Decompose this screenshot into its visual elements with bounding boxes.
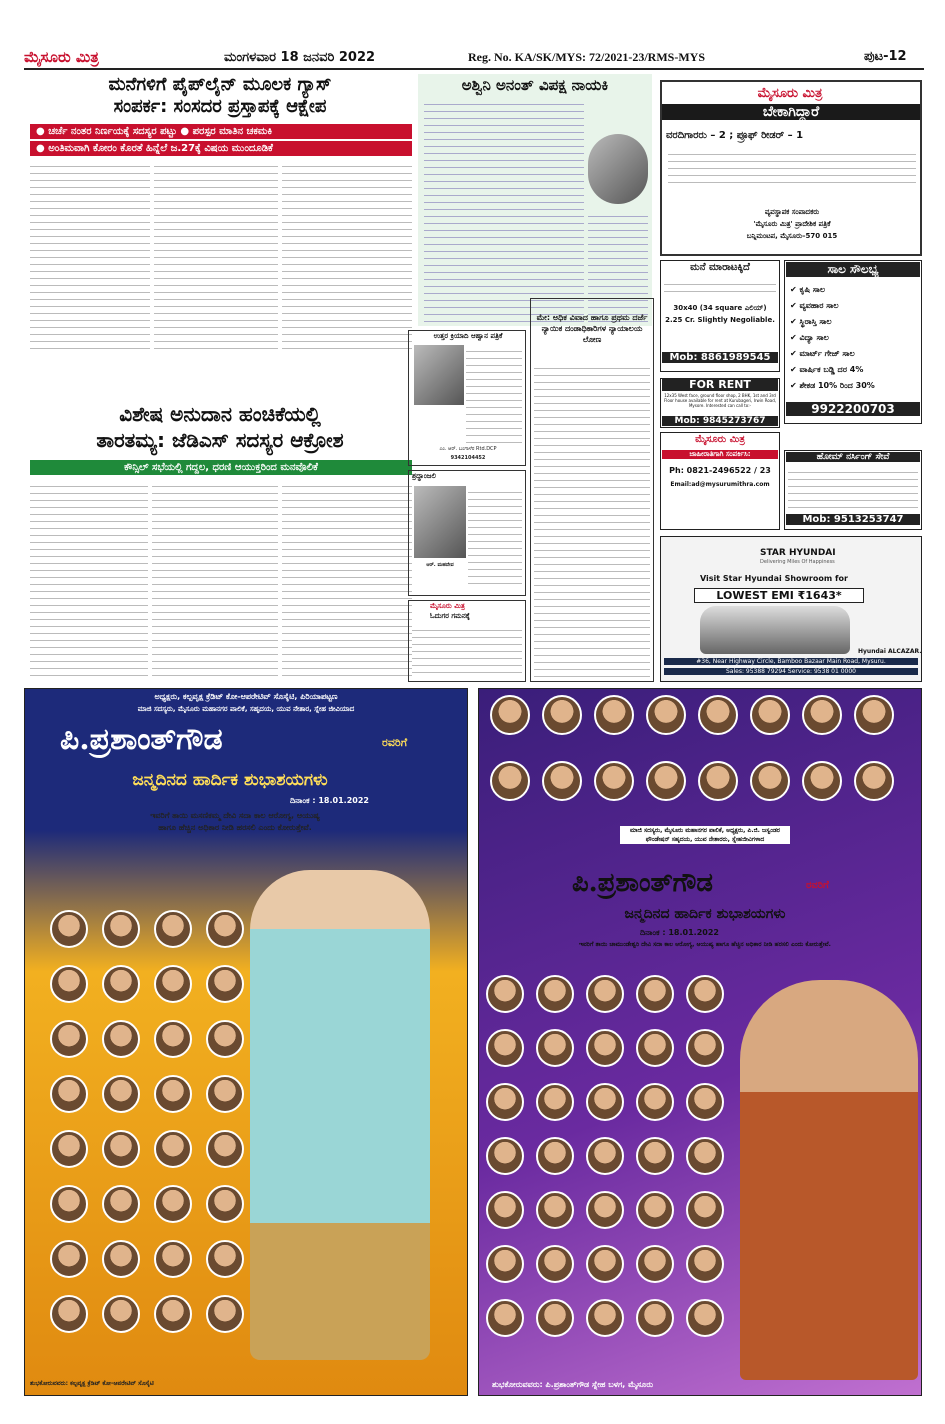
- person-photo: [586, 1137, 624, 1175]
- person-photo: [636, 1137, 674, 1175]
- person-photo: [50, 1020, 88, 1058]
- person-photo: [206, 1295, 244, 1333]
- person-photo: [50, 1240, 88, 1278]
- person-photo: [536, 1029, 574, 1067]
- story3-column-3: [282, 480, 412, 676]
- obit1-title: ಉತ್ತರ ಕ್ರಿಯಾದಿ ಆಹ್ವಾನ ಪತ್ರಿಕೆ: [433, 332, 503, 340]
- person-photo: [102, 1020, 140, 1058]
- bday2-wish: ಜನ್ಮದಿನದ ಹಾರ್ದಿಕ ಶುಭಾಶಯಗಳು: [624, 906, 786, 922]
- person-photo: [646, 761, 686, 801]
- person-photo: [206, 965, 244, 1003]
- obit1-name: ಎಂ. ಆರ್. ಬಂಗಾಳೆರ Rtd.DCP: [439, 446, 497, 452]
- bday1-suffix: ರವರಿಗೆ: [382, 736, 408, 749]
- bday2-name: ಪಿ.ಪ್ರಶಾಂತ್‌ಗೌಡ: [572, 868, 713, 898]
- person-photo: [486, 1137, 524, 1175]
- nursing-text: [788, 466, 918, 510]
- person-photo: [102, 1075, 140, 1113]
- person-photo: [536, 1137, 574, 1175]
- sale-phone: Mob: 8861989545: [662, 352, 778, 363]
- person-photo: [854, 695, 894, 735]
- loan-item: ✔ ವಿದ್ಯಾ ಸಾಲ: [790, 333, 829, 342]
- person-photo: [206, 1240, 244, 1278]
- sale-price: 2.25 Cr. Slightly Negoliable.: [665, 316, 775, 324]
- wanted-addr-3: ಬನ್ನಿಮಂಟಪ, ಮೈಸೂರು–570 015: [746, 232, 838, 240]
- story1-headline-2: ಸಂಪರ್ಕ: ಸಂಸದರ ಪ್ರಸ್ತಾಪಕ್ಕೆ ಆಕ್ಷೇಪ: [113, 96, 327, 117]
- person-photo: [686, 975, 724, 1013]
- person-photo: [102, 1185, 140, 1223]
- mitra-sub: ಜಾಹೀರಾತಿಗಾಗಿ ಸಂಪರ್ಕಿಸಿ:: [662, 450, 778, 459]
- bday1-wish: ಜನ್ಮದಿನದ ಹಾರ್ದಿಕ ಶುಭಾಶಯಗಳು: [132, 770, 328, 790]
- person-photo: [636, 1299, 674, 1337]
- obit2-name: ಆರ್. ಮಹದೇವ: [426, 562, 454, 568]
- person-photo: [154, 1185, 192, 1223]
- loan-item: ✔ ಶೇಕಡ 10% ರಿಂದ 30%: [790, 381, 875, 390]
- mitra-logo: ಮೈಸೂರು ಮಿತ್ರ: [695, 434, 745, 445]
- person-photo: [586, 1029, 624, 1067]
- bday1-date: ದಿನಾಂಕ : 18.01.2022: [290, 796, 369, 805]
- story3-sub: ಕೌನ್ಸಿಲ್ ಸಭೆಯಲ್ಲಿ ಗದ್ದಲ, ಧರಣಿ ಆಯುಕ್ತರಿಂದ ಮನವೊಲಿಕೆ: [30, 460, 412, 475]
- masthead-date: ಮಂಗಳವಾರ 18 ಜನವರಿ 2022: [224, 50, 376, 65]
- person-photo: [102, 1130, 140, 1168]
- wanted-head: ಬೇಕಾಗಿದ್ದಾರೆ: [662, 104, 920, 120]
- loan-item: ✔ ಮಾರ್ಟ್ ಗೇಜ್ ಸಾಲ: [790, 349, 855, 358]
- bday2-portrait: [740, 980, 918, 1380]
- person-photo: [686, 1191, 724, 1229]
- person-photo: [750, 761, 790, 801]
- person-photo: [750, 695, 790, 735]
- person-photo: [490, 695, 530, 735]
- gaman-head: ಓದುಗರ ಗಮನಕ್ಕೆ: [430, 612, 470, 620]
- hyundai-visit: Visit Star Hyundai Showroom for: [700, 574, 848, 583]
- hyundai-addr: #36, Near Highway Circle, Bamboo Bazaar Main Road, Mysuru.: [664, 658, 918, 665]
- person-photo: [686, 1137, 724, 1175]
- person-photo: [586, 1083, 624, 1121]
- page-number: ಪುಟ-12: [864, 49, 907, 64]
- mitra-ph: Ph: 0821-2496522 / 23: [669, 466, 771, 475]
- wanted-addr-2: 'ಮೈಸೂರು ಮಿತ್ರ' ಪ್ರಾದೇಶಿಕ ಪತ್ರಿಕೆ: [753, 220, 831, 228]
- person-photo: [698, 761, 738, 801]
- wanted-line: ವರದಿಗಾರರು – 2 ; ಪ್ರೂಫ್ ರೀಡರ್ – 1: [666, 130, 804, 141]
- hyundai-emi: LOWEST EMI ₹1643*: [694, 588, 864, 603]
- person-photo: [102, 910, 140, 948]
- person-photo: [206, 1020, 244, 1058]
- person-photo: [50, 910, 88, 948]
- person-photo: [594, 695, 634, 735]
- person-photo: [486, 975, 524, 1013]
- person-photo: [154, 910, 192, 948]
- person-photo: [154, 1075, 192, 1113]
- person-photo: [486, 1191, 524, 1229]
- obit1-photo: [414, 345, 464, 405]
- person-photo: [206, 1075, 244, 1113]
- person-photo: [594, 761, 634, 801]
- person-photo: [206, 1130, 244, 1168]
- person-photo: [636, 975, 674, 1013]
- person-photo: [686, 1245, 724, 1283]
- story1-column-3: [282, 160, 412, 352]
- person-photo: [586, 1245, 624, 1283]
- person-photo: [698, 695, 738, 735]
- story3-column-1: [30, 480, 148, 676]
- bday2-top: ಮಾಜಿ ಸದಸ್ಯರು, ಮೈಸೂರು ಮಹಾನಗರ ಪಾಲಿಕೆ, ಅಧ್ಯಕ್ಷರು, ಪಿ.ಜಿ. ಜಸ್ವಂಡರ ಫೌಂಡೇಷನ್ ಸಹೃದಯ, ಯುವ ನೇತಾರರು, ಸ್ನೇಹಜೀವಿಗಳಾದ: [620, 826, 790, 844]
- person-photo: [486, 1029, 524, 1067]
- person-photo: [802, 761, 842, 801]
- person-photo: [586, 1299, 624, 1337]
- person-photo: [542, 695, 582, 735]
- masthead-reg: Reg. No. KA/SK/MYS: 72/2021-23/RMS-MYS: [468, 50, 705, 64]
- hyundai-sales: Sales: 95388 79294 Service: 9538 01 0000: [664, 668, 918, 675]
- person-photo: [206, 1185, 244, 1223]
- loan-title: ಸಾಲ ಸೌಲಭ್ಯ: [786, 262, 920, 277]
- masthead-logo: ಮೈಸೂರು ಮಿತ್ರ: [24, 48, 99, 66]
- hyundai-tag: Delivering Miles Of Happiness: [760, 559, 835, 565]
- person-photo: [854, 761, 894, 801]
- story1-headline-1: ಮನೆಗಳಿಗೆ ಪೈಪ್‌ಲೈನ್ ಮೂಲಕ ಗ್ಯಾಸ್: [108, 74, 332, 95]
- person-photo: [586, 1191, 624, 1229]
- story1-sub-2: ● ಅಂತಿಮವಾಗಿ ಕೋರಂ ಕೊರತೆ ಹಿನ್ನೆಲೆ ಜ.27ಕ್ಕೆ ವಿಷಯ ಮುಂದೂಡಿಕೆ: [30, 141, 412, 156]
- sale-size: 30x40 (34 square ಎಲಿಯ್): [673, 304, 767, 312]
- loan-items: [790, 282, 918, 394]
- rent-title: FOR RENT: [662, 378, 778, 391]
- wanted-addr-1: ವ್ಯವಸ್ಥಾಪಕ ಸಂಪಾದಕರು: [764, 208, 820, 216]
- bday1-faces: [50, 910, 260, 1350]
- bday1-top: ಅಧ್ಯಕ್ಷರು, ಕಲ್ಪವೃಕ್ಷ ಕ್ರೆಡಿಟ್ ಕೋ-ಆಪರೇಟಿವ್ ಸೊಸೈಟಿ, ಪಿರಿಯಾಪಟ್ಟಣ: [154, 692, 338, 701]
- rent-body: 12x35 West face, ground floor shop, 2 BHK, 1st and 3rd Floor house available for rent at Kurubageri, Irwin Road, Mysore. Interested can call to:-: [663, 393, 777, 408]
- person-photo: [486, 1299, 524, 1337]
- bday1-bless: ಇವರಿಗೆ ತಾಯಿ ಮಸಣಿಕಮ್ಮ ದೇವಿ ಸದಾ ಕಾಲ ಆರೋಗ್ಯ, ಆಯುಷ್ಯ ಹಾಗೂ ಹೆಚ್ಚಿನ ಅಧಿಕಾರ ನೀಡಿ ಹರಸಲಿ ಎಂದು ಕೋರುತ್ತೇವೆ.: [150, 811, 320, 832]
- person-photo: [102, 1295, 140, 1333]
- car-image: [700, 606, 850, 654]
- story1-column-2: [154, 160, 278, 352]
- obit1-text: [466, 345, 522, 445]
- person-photo: [50, 1295, 88, 1333]
- person-photo: [102, 965, 140, 1003]
- hyundai-brand: STAR HYUNDAI: [760, 548, 836, 558]
- bday1-top2: ಮಾಜಿ ಸದಸ್ಯರು, ಮೈಸೂರು ಮಹಾನಗರ ಪಾಲಿಕೆ, ಸಹೃದಯ, ಯುವ ನೇತಾರ, ಸ್ನೇಹ ಜೀವಿಯಾದ: [137, 705, 355, 713]
- court-notice-title: ಮೇ: ಅಧಿಕ ವಿವಾದ ಹಾಗೂ ಪ್ರಥಮ ದರ್ಜೆ ನ್ಯಾಯಿಕ ದಂಡಾಧಿಕಾರಿಗಳ ನ್ಯಾಯಾಲಯ ಲೋಣ: [536, 313, 648, 344]
- person-photo: [486, 1083, 524, 1121]
- person-photo: [50, 1185, 88, 1223]
- sale-text: [664, 278, 776, 298]
- person-photo: [154, 1020, 192, 1058]
- hyundai-model: Hyundai ALCAZAR.: [858, 648, 922, 655]
- loan-item: ✔ ಸ್ಥಿರಾಸ್ತಿ ಸಾಲ: [790, 317, 832, 326]
- nursing-title: ಹೋಮ್ ನರ್ಸಿಂಗ್ ಸೇವೆ: [786, 452, 920, 462]
- person-photo: [636, 1245, 674, 1283]
- person-photo: [50, 1130, 88, 1168]
- person-photo: [686, 1029, 724, 1067]
- gaman-text: [412, 624, 522, 678]
- bday2-top-faces: [490, 695, 910, 845]
- person-photo: [102, 1240, 140, 1278]
- person-photo: [490, 761, 530, 801]
- nursing-phone: Mob: 9513253747: [786, 514, 920, 525]
- person-photo: [802, 695, 842, 735]
- story3-headline-1: ವಿಶೇಷ ಅನುದಾನ ಹಂಚಿಕೆಯಲ್ಲಿ: [119, 402, 321, 426]
- story2-text: [424, 98, 584, 322]
- person-photo: [646, 695, 686, 735]
- person-photo: [636, 1083, 674, 1121]
- person-photo: [154, 1130, 192, 1168]
- bday1-footer: ಶುಭಕೋರುವವರು: ಕಲ್ಪವೃಕ್ಷ ಕ್ರೆಡಿಟ್ ಕೋ-ಆಪರೇಟಿವ್ ಸೊಸೈಟಿ: [30, 1380, 154, 1387]
- obit1-phone: 9342104452: [450, 455, 486, 461]
- ashwini-photo: [588, 134, 648, 204]
- person-photo: [636, 1191, 674, 1229]
- loan-item: ✔ ವಾರ್ಷಿಕ ಬಡ್ಡಿ ದರ 4%: [790, 365, 864, 374]
- court-notice-text: [534, 362, 650, 678]
- story1-sub-1: ● ಚರ್ಚೆ ನಂತರ ನಿರ್ಣಯಕ್ಕೆ ಸದಸ್ಯರ ಪಟ್ಟು ● ಪರಸ್ಪರ ಮಾತಿನ ಚಕಮಕಿ: [30, 124, 412, 139]
- person-photo: [686, 1083, 724, 1121]
- story3-column-2: [152, 480, 278, 676]
- bday1-portrait: [250, 870, 430, 1360]
- person-photo: [536, 1299, 574, 1337]
- loan-phone: 9922200703: [786, 402, 920, 416]
- person-photo: [50, 965, 88, 1003]
- obit2-photo: [414, 486, 466, 558]
- person-photo: [154, 1240, 192, 1278]
- bday2-bless: ಇವರಿಗೆ ತಾಯಿ ಚಾಮುಂಡೇಶ್ವರಿ ದೇವಿ ಸದಾ ಕಾಲ ಆರೋಗ್ಯ, ಆಯುಷ್ಯ ಹಾಗೂ ಹೆಚ್ಚಿನ ಅಧಿಕಾರ ನೀಡಿ ಹರಸಲಿ ಎಂದು ಕೋರುತ್ತೇವೆ.: [579, 941, 831, 948]
- person-photo: [536, 975, 574, 1013]
- person-photo: [486, 1245, 524, 1283]
- wanted-text: [668, 148, 916, 188]
- person-photo: [542, 761, 582, 801]
- bday2-date: ದಿನಾಂಕ : 18.01.2022: [640, 928, 719, 937]
- person-photo: [50, 1075, 88, 1113]
- bday2-faces: [486, 975, 736, 1355]
- person-photo: [686, 1299, 724, 1337]
- person-photo: [536, 1245, 574, 1283]
- bday2-footer: ಶುಭಕೋರುವವರು: ಪಿ.ಪ್ರಶಾಂತ್‌ಗೌಡ ಸ್ನೇಹ ಬಳಗ, ಮೈಸೂರು: [492, 1380, 654, 1389]
- story2-headline: ಅಶ್ವಿನಿ ಅನಂತ್ ವಿಪಕ್ಷ ನಾಯಕಿ: [461, 76, 609, 94]
- bday2-suffix: ರವರಿಗೆ: [806, 880, 829, 891]
- person-photo: [636, 1029, 674, 1067]
- person-photo: [154, 965, 192, 1003]
- rent-phone: Mob: 9845273767: [662, 416, 778, 426]
- wanted-logo: ಮೈಸೂರು ಮಿತ್ರ: [757, 86, 823, 101]
- person-photo: [206, 910, 244, 948]
- bday1-name: ಪಿ.ಪ್ರಶಾಂತ್‌ಗೌಡ: [60, 722, 223, 757]
- loan-item: ✔ ವ್ಯವಹಾರ ಸಾಲ: [790, 301, 839, 310]
- obit2-title: ಶ್ರದ್ಧಾಂಜಲಿ: [412, 472, 436, 480]
- sale-title: ಮನೆ ಮಾರಾಟಕ್ಕಿದೆ: [690, 262, 750, 273]
- story3-headline-2: ತಾರತಮ್ಯ: ಜೆಡಿಎಸ್ ಸದಸ್ಯರ ಆಕ್ರೋಶ: [96, 428, 344, 452]
- person-photo: [536, 1191, 574, 1229]
- person-photo: [154, 1295, 192, 1333]
- person-photo: [586, 975, 624, 1013]
- mitra-email: Email:ad@mysurumithra.com: [670, 481, 770, 488]
- loan-item: ✔ ಕೃಷಿ ಸಾಲ: [790, 285, 826, 294]
- story1-column-1: [30, 160, 150, 352]
- obit2-text: [468, 486, 522, 586]
- person-photo: [536, 1083, 574, 1121]
- gaman-logo: ಮೈಸೂರು ಮಿತ್ರ: [430, 602, 465, 610]
